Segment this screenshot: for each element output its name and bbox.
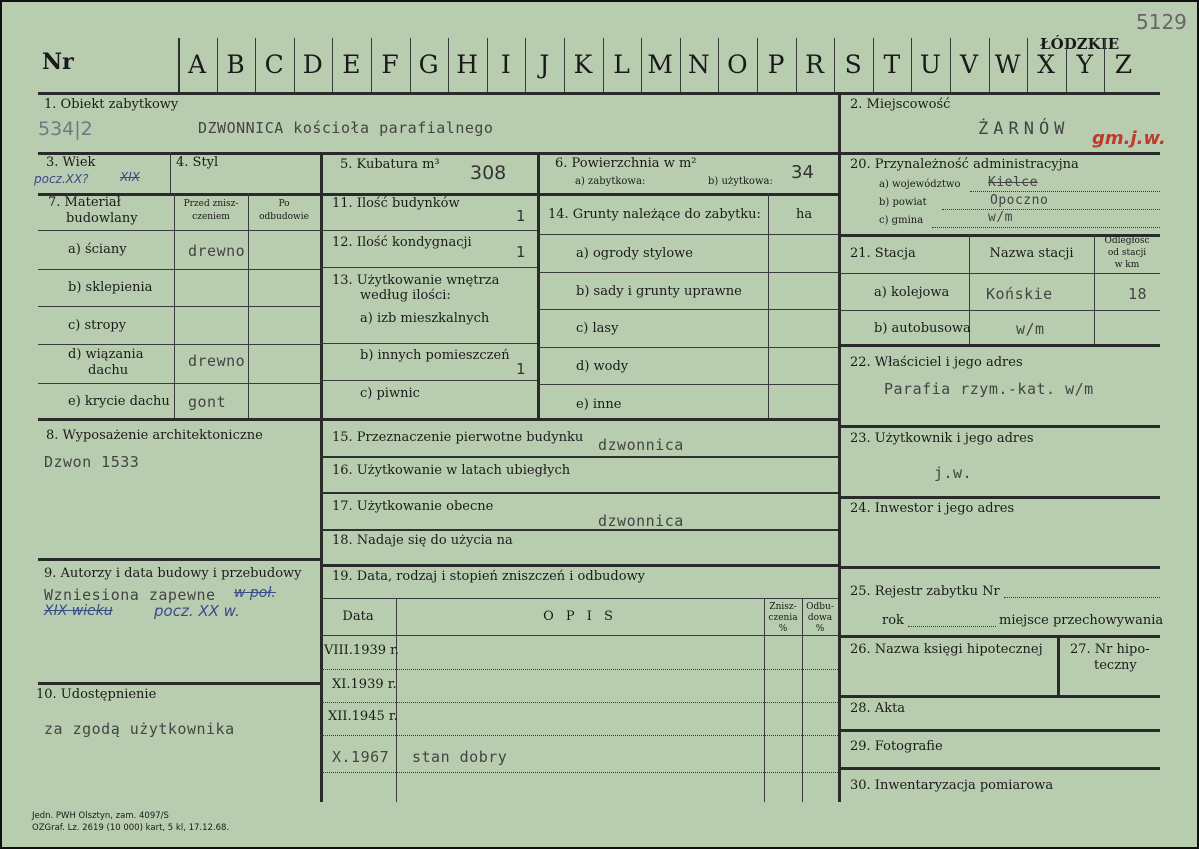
letter-o: O xyxy=(727,50,748,79)
letter-k: K xyxy=(573,50,593,79)
s14-row-c: c) lasy xyxy=(576,321,619,336)
letter-s: S xyxy=(844,50,862,79)
s19-label: 19. Data, rodzaj i stopień zniszczeń i odbudowy xyxy=(332,569,646,584)
letter-divider xyxy=(1104,38,1105,92)
s7-row-b-label: b) sklepienia xyxy=(68,280,153,295)
s21-a-name: Końskie xyxy=(986,285,1053,303)
s6-a-label: a) zabytkowa: xyxy=(575,176,646,187)
s7-row-a-before: drewno xyxy=(188,242,246,260)
s10-value: za zgodą użytkownika xyxy=(44,720,235,738)
s6-rule xyxy=(537,193,838,196)
letter-u: U xyxy=(919,50,941,79)
s28-label: 28. Akta xyxy=(850,701,906,716)
s19-col-zn-2: czenia xyxy=(768,613,798,623)
s21-col-dist-2: od stacji xyxy=(1107,248,1147,258)
s29-label: 29. Fotografie xyxy=(850,739,943,754)
letter-divider xyxy=(1027,38,1028,92)
row1-rule xyxy=(38,152,838,155)
s7-row-d-before: drewno xyxy=(188,352,246,370)
letter-n: N xyxy=(687,50,710,79)
letter-v: V xyxy=(959,50,979,79)
s14-row-e: e) inne xyxy=(576,397,622,412)
s1-label: 1. Obiekt zabytkowy xyxy=(44,97,179,112)
s15-rule xyxy=(320,456,838,458)
letter-divider xyxy=(525,38,526,92)
s7-row-e-label: e) krycie dachu xyxy=(68,394,170,409)
letter-divider xyxy=(487,38,488,92)
letter-e: E xyxy=(342,50,361,79)
s19-col-data: Data xyxy=(342,609,374,624)
s19-top-rule xyxy=(320,598,838,599)
s14-rule-c xyxy=(537,347,838,348)
s26-label: 26. Nazwa księgi hipotecznej xyxy=(850,642,1043,657)
s20-c-line xyxy=(932,227,1160,228)
s9-struck1: w poł. xyxy=(234,585,276,601)
s11-value: 1 xyxy=(516,207,526,225)
letter-divider xyxy=(371,38,372,92)
letter-divider xyxy=(989,38,990,92)
letter-b: B xyxy=(226,50,245,79)
s9-label: 9. Autorzy i data budowy i przebudowy xyxy=(44,566,302,581)
s13-label1: 13. Użytkowanie wnętrza xyxy=(332,273,500,288)
s9-struck2: XIX wieku xyxy=(44,603,113,619)
s7-row-a-label: a) ściany xyxy=(68,242,127,257)
letter-divider xyxy=(641,38,642,92)
s7-row-c-label: c) stropy xyxy=(68,318,127,333)
letter-divider xyxy=(680,38,681,92)
letter-w: W xyxy=(994,50,1021,79)
s1-value: DZWONNICA kościoła parafialnego xyxy=(198,119,494,137)
s25-rok-line xyxy=(908,626,996,627)
s11-rule xyxy=(320,230,537,231)
footer-line1: Jedn. PWH Olsztyn, zam. 4097/S xyxy=(32,811,169,821)
s8-rule xyxy=(38,558,320,561)
s3-struck: XIX xyxy=(120,170,140,184)
inventory-card xyxy=(2,2,1197,847)
s19-col-od-3: % xyxy=(815,624,825,634)
s26-rule xyxy=(838,695,1160,698)
s30-label: 30. Inwentaryzacja pomiarowa xyxy=(850,778,1054,793)
letter-divider xyxy=(834,38,835,92)
s19-row-4-date: X.1967 xyxy=(332,748,390,766)
s25-label: 25. Rejestr zabytku Nr xyxy=(850,584,1000,599)
letter-h: H xyxy=(456,50,479,79)
s26-divider xyxy=(1057,635,1060,695)
letter-x: X xyxy=(1037,50,1056,79)
s22-value: Parafia rzym.-kat. w/m xyxy=(884,380,1094,398)
s21-col-dist-1: Odległość xyxy=(1104,236,1150,246)
header-rule xyxy=(38,92,1160,95)
s11-label: 11. Ilość budynków xyxy=(332,196,460,211)
letter-i: I xyxy=(500,50,511,79)
s7-rule-b xyxy=(38,306,320,307)
s19-row-2-date: XI.1939 r. xyxy=(332,677,397,692)
s13-b: b) innych pomieszczeń xyxy=(360,348,510,363)
s17-label: 17. Użytkowanie obecne xyxy=(332,499,494,514)
s7-row-d-label1: d) wiązania xyxy=(68,347,144,362)
s16-label: 16. Użytkowanie w latach ubiegłych xyxy=(332,463,571,478)
letter-f: F xyxy=(381,50,399,79)
s20-a-value: Kielce xyxy=(988,175,1038,190)
s19-row-1-date: VIII.1939 r. xyxy=(324,643,400,658)
s20-label: 20. Przynależność administracyjna xyxy=(850,157,1079,172)
s14-rule-a xyxy=(537,272,838,273)
s25-place: miejsce przechowywania xyxy=(999,613,1164,628)
s22-rule xyxy=(838,425,1160,428)
s21-b-name: w/m xyxy=(1016,320,1045,338)
letter-divider xyxy=(950,38,951,92)
corner-number: 5129 xyxy=(1136,10,1187,34)
letter-d: D xyxy=(302,50,323,79)
s20-a-label: a) województwo xyxy=(879,179,961,190)
s7-label1: 7. Materiał xyxy=(48,195,121,210)
s19-rule-4 xyxy=(320,772,838,773)
s14-label: 14. Grunty należące do zabytku: xyxy=(548,207,761,222)
s14-row-b: b) sady i grunty uprawne xyxy=(576,284,742,299)
mid-left-divider xyxy=(320,152,323,802)
s7-head-rule xyxy=(38,230,320,231)
s22-label: 22. Właściciel i jego adres xyxy=(850,355,1023,370)
s27-label2: teczny xyxy=(1094,658,1137,673)
s21-bottom-rule xyxy=(838,344,1160,347)
s12-label: 12. Ilość kondygnacji xyxy=(332,235,472,250)
s21-rule-a xyxy=(838,310,1160,311)
s8-value: Dzwon 1533 xyxy=(44,453,140,471)
s19-rule-2 xyxy=(320,702,838,703)
s8-label: 8. Wyposażenie architektoniczne xyxy=(46,428,263,443)
letter-t: T xyxy=(883,50,901,79)
s3-label: 3. Wiek xyxy=(46,155,96,170)
s20-b-value: Opoczno xyxy=(990,193,1049,208)
s6-b-value: 34 xyxy=(791,162,814,183)
s19-rule-1 xyxy=(320,669,838,670)
letter-m: M xyxy=(647,50,673,79)
s23-rule xyxy=(838,496,1160,499)
s17-value: dzwonnica xyxy=(598,512,684,530)
letter-a: A xyxy=(187,50,207,79)
letter-divider xyxy=(718,38,719,92)
s24-rule xyxy=(838,566,1160,569)
s25-rok: rok xyxy=(882,613,904,628)
letter-divider xyxy=(255,38,256,92)
s6-b-label: b) użytkowa: xyxy=(708,176,773,187)
s20-b-label: b) powiat xyxy=(879,197,927,208)
s21-a-dist: 18 xyxy=(1128,285,1148,303)
s7-rule-d xyxy=(38,383,320,384)
s12-value: 1 xyxy=(516,243,526,261)
region-label: ŁÓDZKIE xyxy=(1040,35,1120,53)
s14-rule-b xyxy=(537,309,838,310)
s7-rule-c xyxy=(38,344,320,345)
s10-label: 10. Udostępnienie xyxy=(36,687,157,702)
s1-side-note: 534|2 xyxy=(38,118,93,140)
s7-label2: budowlany xyxy=(66,211,138,226)
letter-divider xyxy=(873,38,874,92)
s19-col-opis: O P I S xyxy=(543,609,617,624)
s20-c-label: c) gmina xyxy=(879,215,924,226)
s23-label: 23. Użytkownik i jego adres xyxy=(850,431,1034,446)
s19-col-od-2: dowa xyxy=(807,613,833,623)
s9-hand: pocz. XX w. xyxy=(154,602,240,620)
s25-rule xyxy=(838,635,1160,638)
s18-label: 18. Nadaje się do użycia na xyxy=(332,533,513,548)
s19-row-4-desc: stan dobry xyxy=(412,748,508,766)
s7-rule-a xyxy=(38,269,320,270)
s7-col-after-1: Po xyxy=(278,199,290,209)
letter-divider xyxy=(332,38,333,92)
s19-col-zn-1: Znisz- xyxy=(769,602,797,612)
s14-row-d: d) wody xyxy=(576,359,629,374)
s27-label1: 27. Nr hipo- xyxy=(1070,642,1150,657)
s13-label2: według ilości: xyxy=(360,288,451,303)
letter-divider xyxy=(757,38,758,92)
s3-divider xyxy=(170,152,171,194)
letter-divider xyxy=(911,38,912,92)
s23-value: j.w. xyxy=(934,464,973,482)
s7-col-after-2: odbudowie xyxy=(259,212,309,222)
footer-line2: OZGraf. Lz. 2619 (10 000) kart, 5 kl, 17.12.68. xyxy=(32,823,230,833)
s29-rule xyxy=(838,767,1160,770)
letter-r: R xyxy=(805,50,824,79)
s18-rule xyxy=(320,564,838,567)
s13-14-bottom-rule xyxy=(320,418,838,421)
s2-red-note: gm.j.w. xyxy=(1092,128,1166,149)
s14-row-a: a) ogrody stylowe xyxy=(576,246,693,261)
s21-col-name: Nazwa stacji xyxy=(989,246,1074,261)
s25-nr-line xyxy=(1004,597,1160,598)
letter-j: J xyxy=(539,50,550,79)
s5-label: 5. Kubatura m³ xyxy=(340,157,440,172)
s24-label: 24. Inwestor i jego adres xyxy=(850,501,1015,516)
letter-c: C xyxy=(264,50,284,79)
s3-hand: pocz.XX? xyxy=(34,172,89,186)
s20-a-line xyxy=(970,191,1160,192)
s16-rule xyxy=(320,492,838,494)
s4-label: 4. Styl xyxy=(176,155,219,170)
s9-line1: Wzniesiona zapewne xyxy=(44,586,216,604)
s21-label: 21. Stacja xyxy=(850,246,916,261)
s7-bottom-rule xyxy=(38,418,320,421)
s6-label: 6. Powierzchnia w m² xyxy=(555,156,697,171)
s5-value: 308 xyxy=(470,162,507,184)
s7-row-d-label2: dachu xyxy=(88,363,129,378)
s7-row-e-before: gont xyxy=(188,393,227,411)
s14-rule-d xyxy=(537,384,838,385)
s13-a: a) izb mieszkalnych xyxy=(360,311,490,326)
s20-c-value: w/m xyxy=(988,210,1013,225)
s2-label: 2. Miejscowość xyxy=(850,97,951,112)
letter-divider xyxy=(448,38,449,92)
s13-rule-b xyxy=(320,380,537,381)
letter-z: Z xyxy=(1114,50,1133,79)
s14-head-rule xyxy=(537,234,838,235)
s17-rule xyxy=(320,529,838,531)
letter-l: L xyxy=(613,50,630,79)
s19-rule-3 xyxy=(320,735,838,736)
letter-divider xyxy=(1066,38,1067,92)
s19-head-rule xyxy=(320,635,838,636)
s15-label: 15. Przeznaczenie pierwotne budynku xyxy=(332,430,584,445)
letter-p: P xyxy=(767,50,785,79)
s7-col-before-1: Przed znisz- xyxy=(183,199,239,209)
letter-g: G xyxy=(418,50,439,79)
s19-col-od-1: Odbu- xyxy=(806,602,834,612)
s21-col-dist-3: w km xyxy=(1114,260,1140,270)
s19-row-3-date: XII.1945 r. xyxy=(328,709,398,724)
s12-rule xyxy=(320,267,537,268)
letter-divider xyxy=(217,38,218,92)
s13-b-value: 1 xyxy=(516,360,526,378)
s15-value: dzwonnica xyxy=(598,436,684,454)
s21-head-rule xyxy=(838,273,1160,274)
s9-rule xyxy=(38,682,320,685)
s20-b-line xyxy=(942,209,1160,210)
letter-divider xyxy=(410,38,411,92)
letter-y: Y xyxy=(1076,50,1094,79)
letter-divider xyxy=(294,38,295,92)
letter-divider xyxy=(603,38,604,92)
s28-rule xyxy=(838,729,1160,732)
s7-col-before-2: czeniem xyxy=(192,212,230,222)
s14-unit: ha xyxy=(796,207,813,222)
s13-c: c) piwnic xyxy=(360,386,420,401)
s2-rule xyxy=(838,152,1160,155)
s21-b-label: b) autobusowa xyxy=(874,321,971,336)
letter-divider xyxy=(796,38,797,92)
s21-a-label: a) kolejowa xyxy=(874,285,950,300)
nr-label: Nr xyxy=(42,49,74,75)
letter-divider xyxy=(564,38,565,92)
s13-rule-a xyxy=(320,343,537,344)
s2-value: ŻARNÓW xyxy=(978,119,1070,139)
s19-col-zn-3: % xyxy=(778,624,788,634)
